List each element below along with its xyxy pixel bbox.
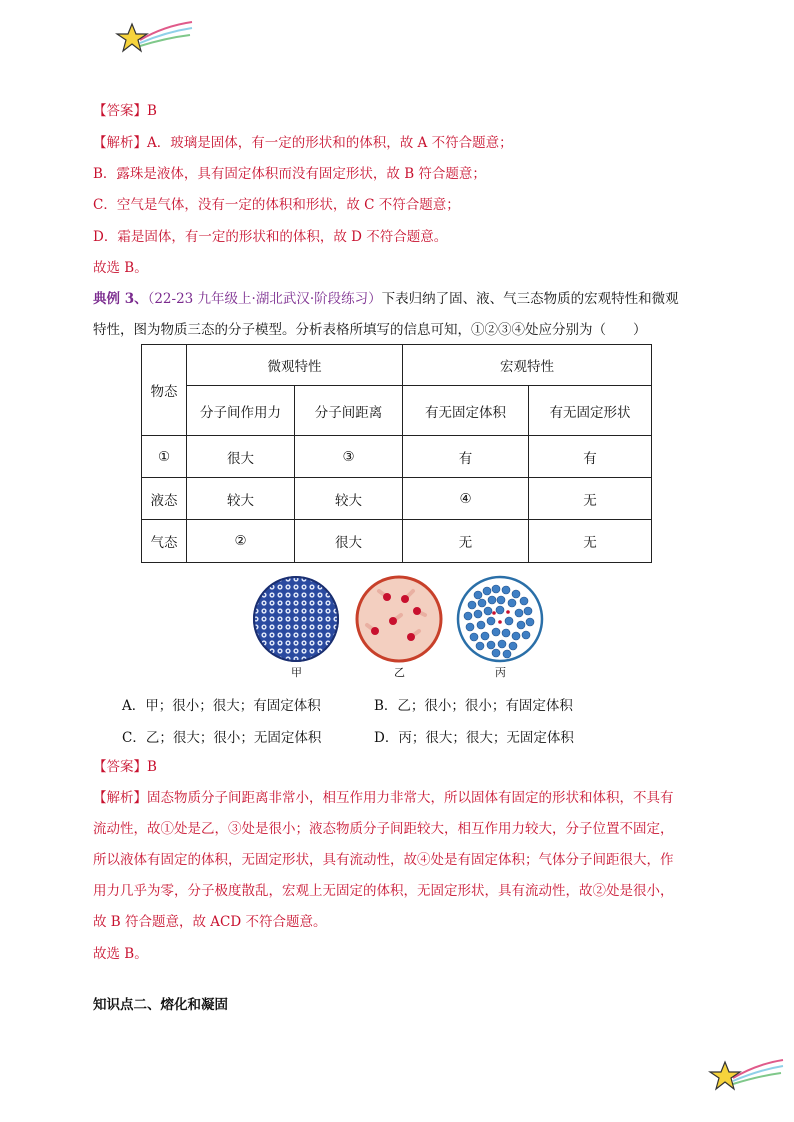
table-header-state: 物态 <box>142 345 187 436</box>
example-3-line-2: 特性，图为物质三态的分子模型。分析表格所填写的信息可知，①②③④处应分别为（ ） <box>93 322 647 338</box>
table-cell: 很大 <box>187 436 295 478</box>
table-row <box>142 436 652 478</box>
answer-1-tag: 【答案】 <box>93 103 147 119</box>
section-title: 知识点二、熔化和凝固 <box>93 997 228 1013</box>
option-c[interactable]: C．乙；很大；很小；无固定体积 <box>122 730 322 746</box>
table-subheader: 有无固定体积 <box>403 386 529 436</box>
analysis-1-line-d: D．霜是固体，有一定的形状和的体积，故 D 不符合题意。 <box>93 229 448 245</box>
analysis-2-text-1: 固态物质分子间距离非常小，相互作用力非常大，所以固体有固定的形状和体积，不具有 <box>147 790 674 806</box>
shooting-star-icon <box>112 18 194 60</box>
analysis-1-text-a: A．玻璃是固体，有一定的形状和的体积，故 A 不符合题意； <box>147 135 513 151</box>
analysis-2-line-5: 故 B 符合题意，故 ACD 不符合题意。 <box>93 914 327 930</box>
table-header-macro: 宏观特性 <box>403 345 652 386</box>
table-cell: 较大 <box>295 478 403 520</box>
analysis-2-tag: 【解析】 <box>93 790 147 806</box>
table-cell: 无 <box>529 478 652 520</box>
table-cell: 很大 <box>295 520 403 563</box>
analysis-2-line-1 <box>93 789 674 807</box>
analysis-2-line-4: 用力几乎为零，分子极度散乱，宏观上无固定的体积，无固定形状，具有流动性，故②处是很小， <box>93 883 674 899</box>
answer-2 <box>93 758 157 776</box>
table-cell: 无 <box>529 520 652 563</box>
analysis-1-tag: 【解析】 <box>93 135 147 151</box>
example-3-text-1: 下表归纳了固、液、气三态物质的宏观特性和微观 <box>381 291 679 307</box>
answer-2-value: B <box>147 759 157 775</box>
solid-molecule-model <box>252 575 340 663</box>
figure-label-bing: 丙 <box>495 666 506 679</box>
table-cell: ① <box>142 436 187 478</box>
analysis-2-conclusion: 故选 B。 <box>93 946 148 962</box>
table-cell: 有 <box>403 436 529 478</box>
option-a[interactable]: A．甲；很小；很大；有固定体积 <box>122 698 321 714</box>
answer-1 <box>93 102 157 120</box>
table-row <box>142 478 652 520</box>
table-row <box>142 520 652 563</box>
table-cell: 有 <box>529 436 652 478</box>
analysis-2-line-3: 所以液体有固定的体积，无固定形状，具有流动性，故④处是有固定体积；气体分子间距很大，作 <box>93 852 674 868</box>
figure-label-yi: 乙 <box>394 666 405 679</box>
table-cell: 气态 <box>142 520 187 563</box>
table-cell: 液态 <box>142 478 187 520</box>
table-cell: ② <box>187 520 295 563</box>
liquid-molecule-model <box>456 575 544 663</box>
shooting-star-icon <box>705 1056 785 1098</box>
analysis-1-line-c: C．空气是气体，没有一定的体积和形状，故 C 不符合题意； <box>93 197 460 213</box>
table-cell: ④ <box>403 478 529 520</box>
option-d[interactable]: D．丙；很大；很大；无固定体积 <box>374 730 574 746</box>
table-cell: ③ <box>295 436 403 478</box>
table-header-micro: 微观特性 <box>187 345 403 386</box>
example-3-source: （22-23 九年级上·湖北武汉·阶段练习） <box>147 291 382 307</box>
analysis-1-conclusion: 故选 B。 <box>93 260 148 276</box>
states-table <box>141 344 652 563</box>
answer-2-tag: 【答案】 <box>93 759 147 775</box>
example-3-label: 典例 3、 <box>93 291 148 307</box>
figure-label-jia: 甲 <box>291 666 302 679</box>
table-cell: 较大 <box>187 478 295 520</box>
table-cell: 无 <box>403 520 529 563</box>
table-subheader: 分子间作用力 <box>187 386 295 436</box>
option-b[interactable]: B．乙；很小；很小；有固定体积 <box>374 698 573 714</box>
gas-molecule-model <box>355 575 443 663</box>
example-3-line-1 <box>93 290 679 308</box>
analysis-1-line-a <box>93 134 513 152</box>
table-subheader: 有无固定形状 <box>529 386 652 436</box>
table-subheader: 分子间距离 <box>295 386 403 436</box>
answer-1-value: B <box>147 103 157 119</box>
analysis-2-line-2: 流动性，故①处是乙，③处是很小；液态物质分子间距较大，相互作用力较大，分子位置不固定， <box>93 821 674 837</box>
analysis-1-line-b: B．露珠是液体，具有固定体积而没有固定形状，故 B 符合题意； <box>93 166 486 182</box>
